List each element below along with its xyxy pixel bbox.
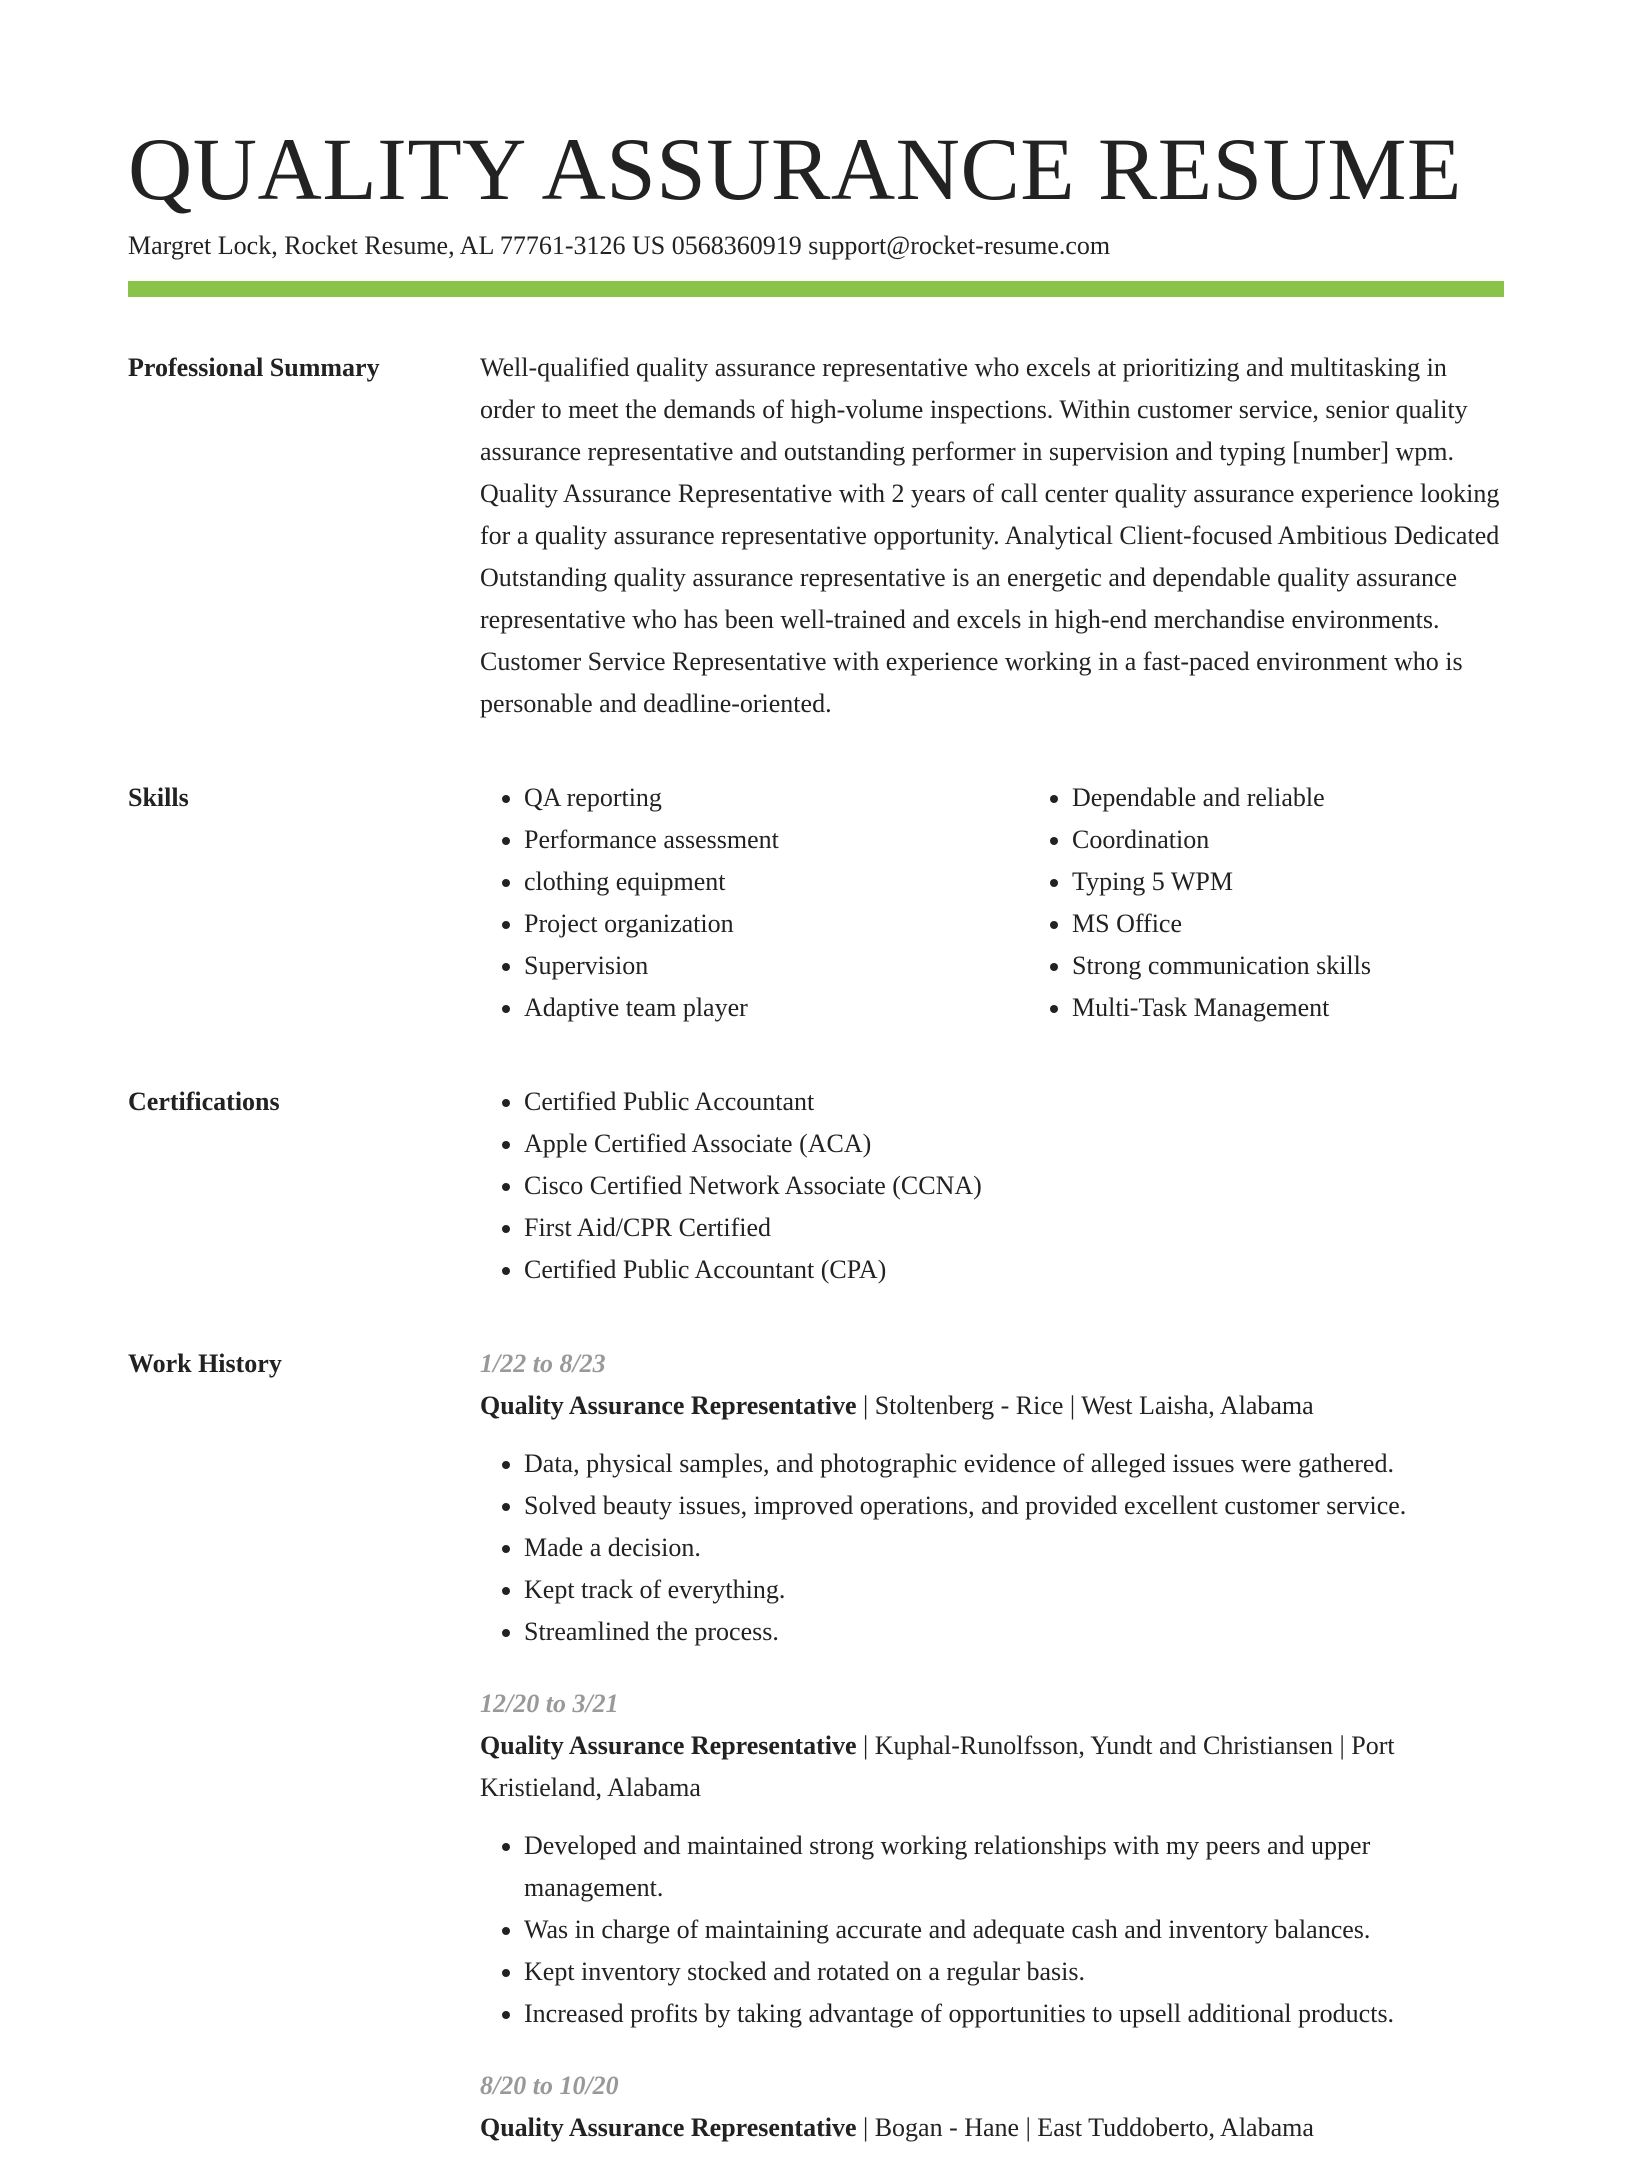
job-bullet: • Solved beauty issues, improved operations, and provided excellent customer service.	[524, 1485, 1504, 1527]
certifications-section	[128, 1081, 1504, 1291]
skill-item: • Supervision	[524, 945, 1028, 987]
summary-section	[128, 347, 1504, 725]
job-bullet: • Made a decision.	[524, 1527, 1504, 1569]
resume-title: QUALITY ASSURANCE RESUME	[128, 121, 1462, 219]
skill-item: • Typing 5 WPM	[1072, 861, 1576, 903]
section-label-work-history: Work History	[128, 1349, 282, 1378]
summary-text: Well-qualified quality assurance representative who excels at prioritizing and multitasking in order to meet the demands of high-volume inspections. Within customer service, senior quality assurance representative and outstanding performer in supervision and typing [number] wpm. Quality Assurance Representative with 2 years of call center quality assurance experience looking for a quality assurance representative opportunity. Analytical Client-focused Ambitious Dedicated Outstanding quality assurance representative is an energetic and dependable quality assurance representative who has been well-trained and excels in high-end merchandise environments. Customer Service Representative with experience working in a fast-paced environment who is personable and deadline-oriented.	[480, 353, 1500, 718]
skill-item: • Multi-Task Management	[1072, 987, 1576, 1029]
job-bullets	[480, 1825, 1504, 2035]
job-entry	[480, 2065, 1504, 2149]
skill-item: • clothing equipment	[524, 861, 1028, 903]
skill-item: • Strong communication skills	[1072, 945, 1576, 987]
job-bullet: • Data, physical samples, and photographic evidence of alleged issues were gathered.	[524, 1443, 1504, 1485]
job-bullet: • Kept inventory stocked and rotated on a regular basis.	[524, 1951, 1504, 1993]
skill-item: • QA reporting	[524, 777, 1028, 819]
skill-item: • Coordination	[1072, 819, 1576, 861]
job-bullet: • Developed and maintained strong working relationships with my peers and upper management.	[524, 1825, 1504, 1909]
certification-item: • Certified Public Accountant (CPA)	[524, 1249, 1504, 1291]
certification-item: • Apple Certified Associate (ACA)	[524, 1123, 1504, 1165]
skill-item: • MS Office	[1072, 903, 1576, 945]
job-bullet: • Was in charge of maintaining accurate and adequate cash and inventory balances.	[524, 1909, 1504, 1951]
section-label-certifications: Certifications	[128, 1087, 280, 1116]
job-heading	[480, 2107, 1504, 2149]
accent-divider	[128, 281, 1504, 297]
work-history-section	[128, 1343, 1504, 2179]
skill-item: • Performance assessment	[524, 819, 1028, 861]
job-entry	[480, 1683, 1504, 2035]
job-dates: 12/20 to 3/21	[480, 1689, 619, 1718]
job-title: Quality Assurance Representative	[480, 2113, 857, 2142]
job-details: | Stoltenberg - Rice | West Laisha, Alabama	[856, 1391, 1314, 1420]
job-bullet: • Streamlined the process.	[524, 1611, 1504, 1653]
job-dates: 1/22 to 8/23	[480, 1349, 606, 1378]
skill-item: • Project organization	[524, 903, 1028, 945]
skills-list-right	[1028, 777, 1576, 1029]
job-details: | Kuphal-Runolfsson, Yundt and Christiansen | Port Kristieland, Alabama	[480, 1731, 1395, 1802]
certification-item: • First Aid/CPR Certified	[524, 1207, 1504, 1249]
skill-item: • Dependable and reliable	[1072, 777, 1576, 819]
certification-item: • Certified Public Accountant	[524, 1081, 1504, 1123]
section-label-skills: Skills	[128, 783, 189, 812]
job-entry	[480, 1343, 1504, 1653]
skills-section	[128, 777, 1504, 1029]
section-label-summary: Professional Summary	[128, 353, 380, 382]
certification-item: • Cisco Certified Network Associate (CCNA)	[524, 1165, 1504, 1207]
skills-list-left	[480, 777, 1028, 1029]
job-dates: 8/20 to 10/20	[480, 2071, 619, 2100]
resume-page	[128, 120, 1504, 2179]
job-title: Quality Assurance Representative	[480, 1731, 857, 1760]
job-heading	[480, 1725, 1504, 1809]
job-details: | Bogan - Hane | East Tuddoberto, Alabama	[856, 2113, 1314, 2142]
job-bullet: • Increased profits by taking advantage of opportunities to upsell additional products.	[524, 1993, 1504, 2035]
job-bullets	[480, 1443, 1504, 1653]
contact-line: Margret Lock, Rocket Resume, AL 77761-3126 US 0568360919 support@rocket-resume.com	[128, 231, 1111, 260]
certifications-list	[480, 1081, 1504, 1291]
job-title: Quality Assurance Representative	[480, 1391, 857, 1420]
skill-item: • Adaptive team player	[524, 987, 1028, 1029]
job-bullet: • Kept track of everything.	[524, 1569, 1504, 1611]
job-heading	[480, 1385, 1504, 1427]
